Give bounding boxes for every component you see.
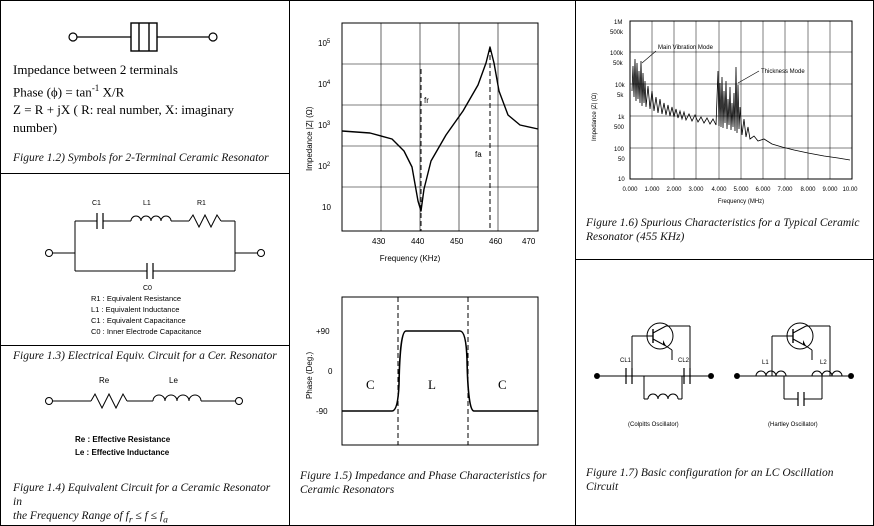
- xtick-1: 1.000: [644, 187, 660, 193]
- label-cl2: CL2: [678, 358, 690, 364]
- xtick-440: 440: [411, 237, 425, 246]
- xtick-9: 9.000: [822, 187, 838, 193]
- phase-region-c-right: C: [498, 377, 507, 392]
- phase-region-c-left: C: [366, 377, 375, 392]
- panel-figure-1-3: [1, 173, 289, 362]
- marker-fr-label: fr: [424, 96, 429, 105]
- xlabel-frequency-mhz: Frequency (MHz): [717, 199, 765, 205]
- label-c0: C0: [143, 285, 152, 291]
- caption-figure-1-6-line1: Figure 1.6) Spurious Characteristics for a Typical Ceramic: [586, 217, 860, 229]
- xtick-4: 4.000: [711, 187, 727, 193]
- xtick-2: 2.000: [666, 187, 682, 193]
- panel-figure-1-6: [576, 1, 874, 259]
- ytick-10k: 10k: [615, 83, 625, 89]
- caption-figure-1-7: Figure 1.7) Basic configuration for an LC Oscillation Circuit: [586, 467, 834, 493]
- ytick-1e2: $10^2$: [318, 162, 331, 171]
- label-c1: C1: [92, 200, 101, 207]
- panel-figure-1-2: [1, 1, 289, 173]
- panel-figure-1-5: [290, 1, 575, 526]
- impedance-line-2: Phase $(\phi) = \tan^{-1} X/R$: [13, 83, 125, 100]
- ytick-plus90: +90: [316, 327, 330, 336]
- ytick-1e3: $10^3$: [318, 121, 331, 130]
- caption-figure-1-4-line2: the Frequency Range of $f_r \le f \le f_a$: [13, 510, 168, 526]
- label-re: Re: [99, 376, 110, 385]
- xtick-470: 470: [522, 237, 536, 246]
- equivalent-circuit-diagram: [13, 191, 277, 291]
- label-l1-hartley: L1: [762, 360, 769, 366]
- caption-figure-1-6-line2: Resonator (455 KHz): [586, 231, 685, 243]
- ytick-minus90: -90: [316, 407, 328, 416]
- caption-figure-1-3: Figure 1.3) Electrical Equiv. Circuit for a Cer. Resonator: [13, 350, 277, 362]
- xtick-430: 430: [372, 237, 386, 246]
- xtick-3: 3.000: [688, 187, 704, 193]
- xtick-6: 6.000: [755, 187, 771, 193]
- equivalent-circuit-legend: [91, 293, 277, 337]
- caption-figure-1-5-line2: Ceramic Resonators: [300, 484, 395, 496]
- xtick-5: 5.000: [733, 187, 749, 193]
- caption-figure-1-5-line1: Figure 1.5) Impedance and Phase Characteristics for: [300, 470, 547, 482]
- ytick-1k: 1k: [618, 115, 625, 121]
- caption-figure-1-4-line1: Figure 1.4) Equivalent Circuit for a Ceramic Resonator in: [13, 482, 271, 508]
- panel-figure-1-7: [576, 260, 874, 526]
- annotation-main-vibration-mode: Main Vibration Mode: [658, 45, 713, 51]
- marker-fa-label: fa: [475, 150, 482, 159]
- xtick-450: 450: [450, 237, 464, 246]
- label-r1: R1: [197, 200, 206, 207]
- label-le: Le: [169, 376, 178, 385]
- ytick-500: 500: [614, 125, 625, 131]
- oscillator-circuits: [586, 314, 865, 444]
- ytick-1e5: $10^5$: [318, 39, 331, 48]
- effective-circuit-legend: [75, 433, 277, 459]
- chart-impedance-vs-frequency: [300, 11, 565, 273]
- ylabel-impedance-spurious: Impedance |Z| (Ω): [592, 92, 598, 141]
- panel-figure-1-4: [1, 345, 289, 526]
- xtick-8: 8.000: [800, 187, 816, 193]
- xtick-0: 0.000: [622, 187, 638, 193]
- ytick-1M: 1M: [614, 20, 623, 26]
- ylabel-phase: Phase (Deg.): [305, 351, 314, 399]
- caption-figure-1-5: [300, 469, 565, 497]
- ytick-zero: 0: [328, 367, 333, 376]
- ytick-5k: 5k: [617, 93, 624, 99]
- legend-item-c0: C0 : Inner Electrode Capacitance: [91, 327, 202, 336]
- legend-item-r1: R1 : Equivalent Resistance: [91, 294, 182, 303]
- ytick-500k: 500k: [610, 30, 624, 36]
- ytick-1e4: $10^4$: [318, 80, 331, 89]
- xlabel-frequency: Frequency (KHz): [379, 254, 441, 263]
- legend-item-l1: L1 : Equivalent Inductance: [91, 305, 180, 314]
- legend-item-le: Le : Effective Inductance: [75, 448, 170, 457]
- ytick-10: 10: [618, 177, 625, 183]
- legend-item-re: Re : Effective Resistance: [75, 435, 171, 444]
- label-l2-hartley: L2: [820, 360, 827, 366]
- phase-region-l: L: [428, 377, 436, 392]
- ytick-1e1: 10: [322, 203, 331, 212]
- xtick-460: 460: [489, 237, 503, 246]
- impedance-line-3: Z = R + jX ( R: real number, X: imaginary number): [13, 102, 235, 136]
- ytick-100: 100: [614, 147, 625, 153]
- caption-figure-1-2: Figure 1.2) Symbols for 2-Terminal Ceramic Resonator: [13, 152, 269, 165]
- label-cl1: CL1: [620, 358, 632, 364]
- caption-figure-1-6: [586, 216, 865, 244]
- ytick-50: 50: [618, 157, 625, 163]
- xtick-10: 10.00: [842, 187, 858, 193]
- legend-item-c1: C1 : Equivalent Capacitance: [91, 316, 186, 325]
- ytick-100k: 100k: [610, 51, 624, 57]
- annotation-thickness-mode: Thickness Mode: [761, 69, 805, 75]
- label-hartley: (Hartley Oscillator): [768, 422, 818, 428]
- caption-figure-1-4: [13, 481, 277, 526]
- xtick-7: 7.000: [777, 187, 793, 193]
- chart-phase-vs-frequency: [300, 289, 565, 457]
- chart-spurious-characteristics: [586, 11, 865, 206]
- resonator-symbol-diagram: [13, 17, 277, 53]
- label-colpitts: (Colpitts Oscillator): [628, 422, 679, 428]
- impedance-line-1: Impedance between 2 terminals: [13, 62, 178, 77]
- effective-circuit-diagram: [13, 367, 277, 423]
- impedance-description: [13, 61, 277, 137]
- label-l1: L1: [143, 200, 151, 207]
- ylabel-impedance: Impedance |Z| (Ω): [305, 106, 314, 171]
- ytick-50k: 50k: [613, 61, 623, 67]
